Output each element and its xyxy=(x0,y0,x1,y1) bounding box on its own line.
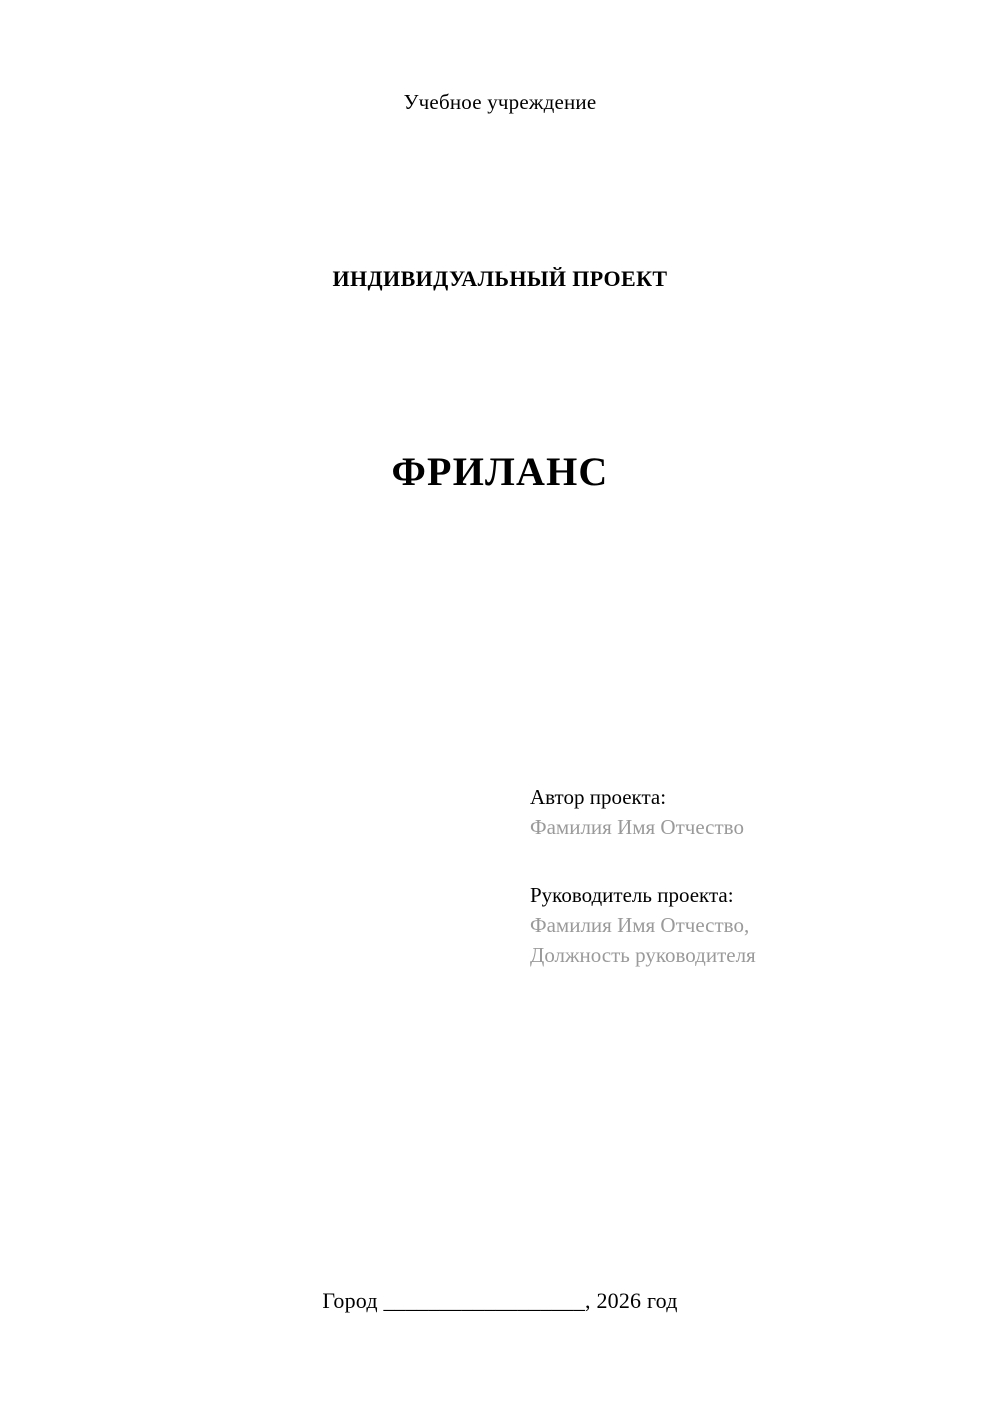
footer-city-blank: __________________ xyxy=(383,1288,586,1313)
supervisor-label: Руководитель проекта: xyxy=(530,883,734,907)
footer-year-suffix: , 2026 год xyxy=(585,1288,678,1313)
page-title: ФРИЛАНС xyxy=(391,449,609,494)
institution-name: Учебное учреждение xyxy=(403,90,597,114)
supervisor-value-line-1: Фамилия Имя Отчество, xyxy=(530,913,750,937)
document-type-heading: ИНДИВИДУАЛЬНЫЙ ПРОЕКТ xyxy=(332,266,668,291)
footer-city-prefix: Город xyxy=(322,1288,384,1313)
supervisor-value-line-2: Должность руководителя xyxy=(530,943,756,967)
credits-spacer xyxy=(530,842,930,880)
credits-block xyxy=(530,782,930,970)
author-value: Фамилия Имя Отчество xyxy=(530,815,744,839)
author-label: Автор проекта: xyxy=(530,785,667,809)
footer-city-year xyxy=(0,1288,1000,1314)
